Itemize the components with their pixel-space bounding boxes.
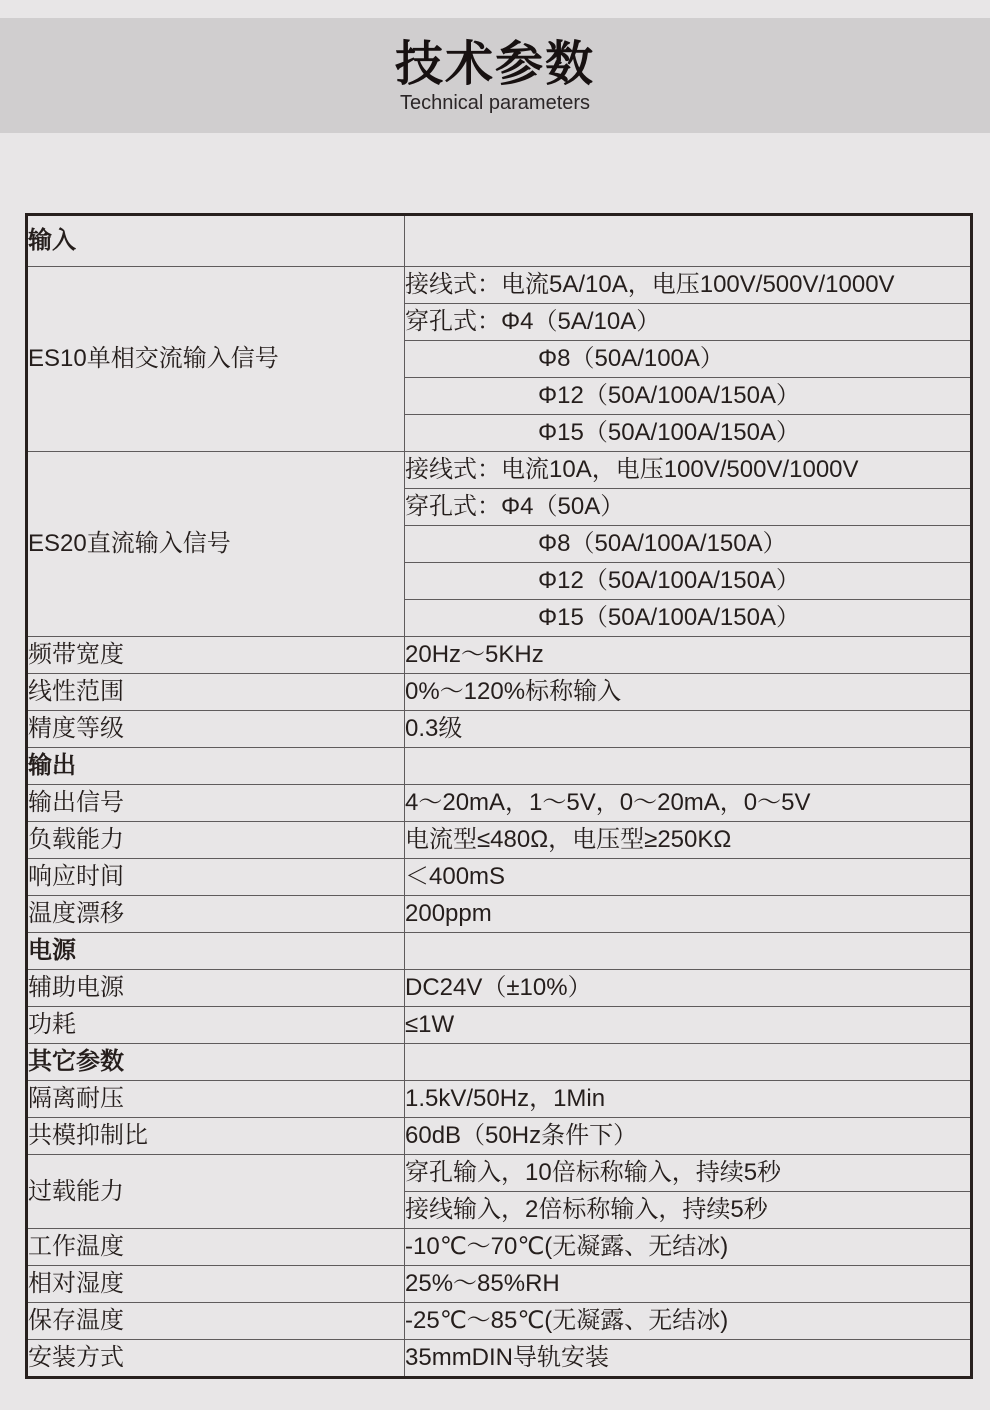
param-value-cell xyxy=(405,933,972,970)
section-header-output: 输出 xyxy=(27,748,405,785)
param-value-cell xyxy=(405,1044,972,1081)
param-value-cell: 0.3级 xyxy=(405,711,972,748)
param-value-cell xyxy=(405,215,972,267)
param-value-cell: 穿孔式：Φ4（5A/10A） xyxy=(405,304,972,341)
table-row xyxy=(27,1155,972,1192)
param-value-cell: Φ15（50A/100A/150A） xyxy=(405,600,972,637)
param-value-cell: Φ8（50A/100A） xyxy=(405,341,972,378)
table-row xyxy=(27,1007,972,1044)
param-name-cell: 辅助电源 xyxy=(27,970,405,1007)
param-value-cell: 穿孔式：Φ4（50A） xyxy=(405,489,972,526)
param-value-cell: 35mmDIN导轨安装 xyxy=(405,1340,972,1378)
table-row xyxy=(27,215,972,267)
param-value-cell: 电流型≤480Ω，电压型≥250KΩ xyxy=(405,822,972,859)
param-name-cell: ES10单相交流输入信号 xyxy=(27,267,405,452)
table-row xyxy=(27,637,972,674)
param-value-cell: 接线式：电流5A/10A，电压100V/500V/1000V xyxy=(405,267,972,304)
param-value-cell: 60dB（50Hz条件下） xyxy=(405,1118,972,1155)
page-subtitle: Technical parameters xyxy=(399,92,591,114)
param-name-cell: 隔离耐压 xyxy=(27,1081,405,1118)
table-row xyxy=(27,1340,972,1378)
param-value-cell: 25%～85%RH xyxy=(405,1266,972,1303)
param-name-cell: 温度漂移 xyxy=(27,896,405,933)
param-name-cell: 频带宽度 xyxy=(27,637,405,674)
table-row xyxy=(27,970,972,1007)
table-row xyxy=(27,859,972,896)
param-value-cell: -10℃～70℃(无凝露、无结冰) xyxy=(405,1229,972,1266)
section-header-other: 其它参数 xyxy=(27,1044,405,1081)
table-row xyxy=(27,933,972,970)
param-name-cell: 输出信号 xyxy=(27,785,405,822)
param-value-cell: 0%～120%标称输入 xyxy=(405,674,972,711)
param-name-cell: 线性范围 xyxy=(27,674,405,711)
param-value-cell: ≤1W xyxy=(405,1007,972,1044)
table-row xyxy=(27,785,972,822)
param-value-cell: Φ12（50A/100A/150A） xyxy=(405,378,972,415)
param-value-cell: 接线输入，2倍标称输入，持续5秒 xyxy=(405,1192,972,1229)
table-row xyxy=(27,711,972,748)
param-name-cell: 响应时间 xyxy=(27,859,405,896)
table-row xyxy=(27,822,972,859)
param-value-cell: 穿孔输入，10倍标称输入，持续5秒 xyxy=(405,1155,972,1192)
table-row xyxy=(27,452,972,489)
spec-table-container xyxy=(25,213,990,1379)
table-row xyxy=(27,1044,972,1081)
section-header-power: 电源 xyxy=(27,933,405,970)
table-row xyxy=(27,748,972,785)
param-value-cell: -25℃～85℃(无凝露、无结冰) xyxy=(405,1303,972,1340)
param-value-cell: 1.5kV/50Hz，1Min xyxy=(405,1081,972,1118)
page-header-banner xyxy=(0,18,990,133)
param-value-cell: 20Hz～5KHz xyxy=(405,637,972,674)
param-value-cell: 接线式：电流10A，电压100V/500V/1000V xyxy=(405,452,972,489)
param-name-cell: 共模抑制比 xyxy=(27,1118,405,1155)
param-name-cell: 工作温度 xyxy=(27,1229,405,1266)
param-value-cell: 4～20mA，1～5V，0～20mA，0～5V xyxy=(405,785,972,822)
param-value-cell: Φ15（50A/100A/150A） xyxy=(405,415,972,452)
param-name-cell: 负载能力 xyxy=(27,822,405,859)
table-row xyxy=(27,267,972,304)
table-row xyxy=(27,1118,972,1155)
table-row xyxy=(27,1081,972,1118)
param-name-cell: ES20直流输入信号 xyxy=(27,452,405,637)
param-value-cell: Φ8（50A/100A/150A） xyxy=(405,526,972,563)
table-row xyxy=(27,1229,972,1266)
param-value-cell: 200ppm xyxy=(405,896,972,933)
param-name-cell: 保存温度 xyxy=(27,1303,405,1340)
param-name-cell: 精度等级 xyxy=(27,711,405,748)
param-value-cell: ＜400mS xyxy=(405,859,972,896)
param-name-cell: 功耗 xyxy=(27,1007,405,1044)
spec-table xyxy=(25,213,973,1379)
param-name-cell: 过载能力 xyxy=(27,1155,405,1229)
table-row xyxy=(27,896,972,933)
param-value-cell xyxy=(405,748,972,785)
section-header-input: 输入 xyxy=(27,215,405,267)
page-title: 技术参数 xyxy=(394,38,595,91)
param-name-cell: 安装方式 xyxy=(27,1340,405,1378)
table-row xyxy=(27,1266,972,1303)
param-value-cell: Φ12（50A/100A/150A） xyxy=(405,563,972,600)
param-value-cell: DC24V（±10%） xyxy=(405,970,972,1007)
table-row xyxy=(27,674,972,711)
param-name-cell: 相对湿度 xyxy=(27,1266,405,1303)
table-row xyxy=(27,1303,972,1340)
